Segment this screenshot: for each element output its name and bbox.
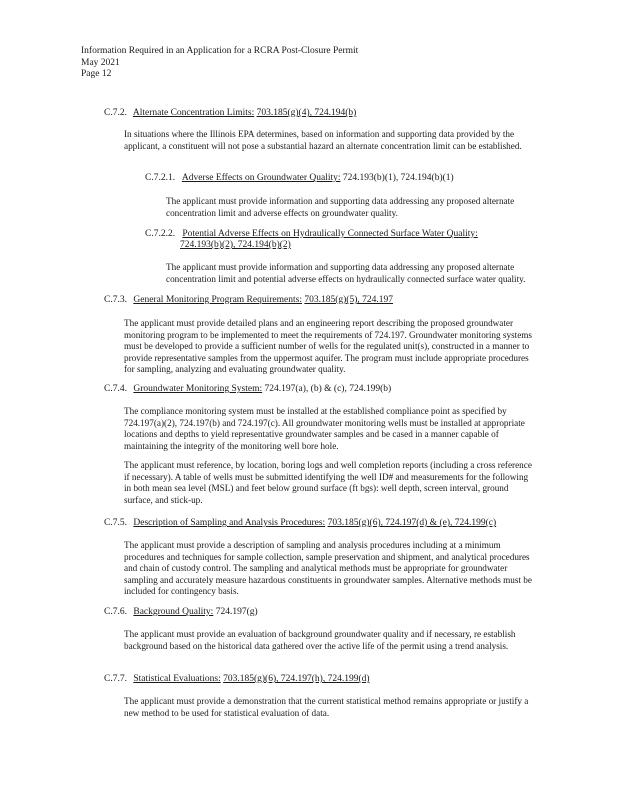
section-title: Groundwater Monitoring System: (133, 384, 263, 394)
section-number: C.7.4. (104, 384, 127, 394)
section-number: C.7.3. (104, 295, 127, 305)
section-title: Alternate Concentration Limits: (132, 108, 255, 118)
section-heading-c72 (104, 108, 356, 118)
section-refs: 724.193(b)(2), 724.194(b)(2) (180, 240, 291, 250)
section-heading-c77 (104, 674, 370, 684)
section-heading-c75 (104, 518, 496, 528)
section-number: C.7.2.2. (145, 229, 176, 239)
section-heading-c74 (104, 384, 391, 394)
section-refs: 724.193(b)(1), 724.194(b)(1) (342, 173, 454, 183)
header-date: May 2021 (81, 57, 120, 68)
section-title: Potential Adverse Effects on Hydraulically Connected Surface Water Quality: (182, 229, 478, 239)
section-title: Statistical Evaluations: (133, 674, 221, 684)
section-title: Adverse Effects on Groundwater Quality: (181, 173, 341, 183)
section-refs: 703.185(g)(6), 724.197(d) & (e), 724.199(c) (327, 518, 497, 528)
section-body-c73: The applicant must provide detailed plans and an engineering report describing the proposed groundwater monitoring program to be implemented to meet the requirements of 724.197. Groundwater monitoring systems must be developed to provide a sufficient number of wells for the regulated unit(s), constructed in a manner to provide representative samples from the uppermost aquifer. The program must include appropriate procedures for sampling, analyzing and evaluating groundwater quality. (124, 318, 532, 375)
section-body-c72: In situations where the Illinois EPA determines, based on information and supporting data provided by the applicant, a constituent will not pose a substantial hazard an alternate concentration limit can be established. (124, 129, 522, 151)
section-refs: 724.197(g) (215, 607, 258, 617)
section-refs: 724.197(a), (b) & (c), 724.199(b) (264, 384, 392, 394)
section-body-c721: The applicant must provide information and supporting data addressing any proposed alternate concentration limit and adverse effects on groundwater quality. (166, 196, 515, 218)
section-number: C.7.6. (104, 607, 127, 617)
section-number: C.7.7. (104, 674, 127, 684)
section-heading-c721 (145, 173, 454, 183)
section-refs: 703.185(g)(5), 724.197 (304, 295, 393, 305)
section-body-c75: The applicant must provide a description of sampling and analysis procedures including at a minimum procedures and techniques for sample collection, sample preservation and shipment, and analytical procedures and chain of custody control. The sampling and analytical methods must be appropriate for groundwater sampling and accurately measure hazardous constituents in groundwater samples. Alternative methods must be included for contingency basis. (124, 540, 532, 597)
section-body-c77: The applicant must provide a demonstration that the current statistical method remains appropriate or justify a new method to be used for statistical evaluation of data. (124, 696, 529, 718)
section-refs-c722 (180, 240, 291, 250)
section-body-c76: The applicant must provide an evaluation of background groundwater quality and if necessary, re establish background based on the historical data gathered over the active life of the permit using a trend analysis. (124, 629, 516, 651)
section-heading-c76 (104, 607, 258, 617)
section-number: C.7.2. (104, 108, 127, 118)
page-header (81, 46, 358, 81)
section-heading-c722 (145, 229, 478, 239)
section-heading-c73 (104, 295, 393, 305)
section-body-c722: The applicant must provide information and supporting data addressing any proposed alternate concentration limit and potential adverse effects on hydraulically connected surface water quality. (166, 262, 526, 284)
section-body-c74-p2: The applicant must reference, by location, boring logs and well completion reports (including a cross reference if necessary). A table of wells must be submitted identifying the well ID# and measurements for the following in both mean sea level (MSL) and feet below ground surface (ft bgs): well depth, screen interval, ground surface, and stick-up. (124, 460, 532, 505)
header-title: Information Required in an Application for a RCRA Post-Closure Permit (81, 46, 359, 56)
section-title: Description of Sampling and Analysis Procedures: (133, 518, 326, 528)
section-title: Background Quality: (133, 607, 214, 617)
section-number: C.7.2.1. (145, 173, 176, 183)
section-body-c74-p1: The compliance monitoring system must be installed at the established compliance point as specified by 724.197(a)(2), 724.197(b) and 724.197(c). All groundwater monitoring wells must be installed at appropriate locations and depths to yield representative groundwater samples and be cased in a manner capable of maintaining the integrity of the monitoring well bore hole. (124, 406, 525, 451)
section-number: C.7.5. (104, 518, 127, 528)
section-refs: 703.185(g)(6), 724.197(h), 724.199(d) (223, 674, 370, 684)
header-page-number: Page 12 (81, 69, 112, 79)
section-title: General Monitoring Program Requirements: (133, 295, 302, 305)
section-refs: 703.185(g)(4), 724.194(b) (256, 108, 357, 118)
